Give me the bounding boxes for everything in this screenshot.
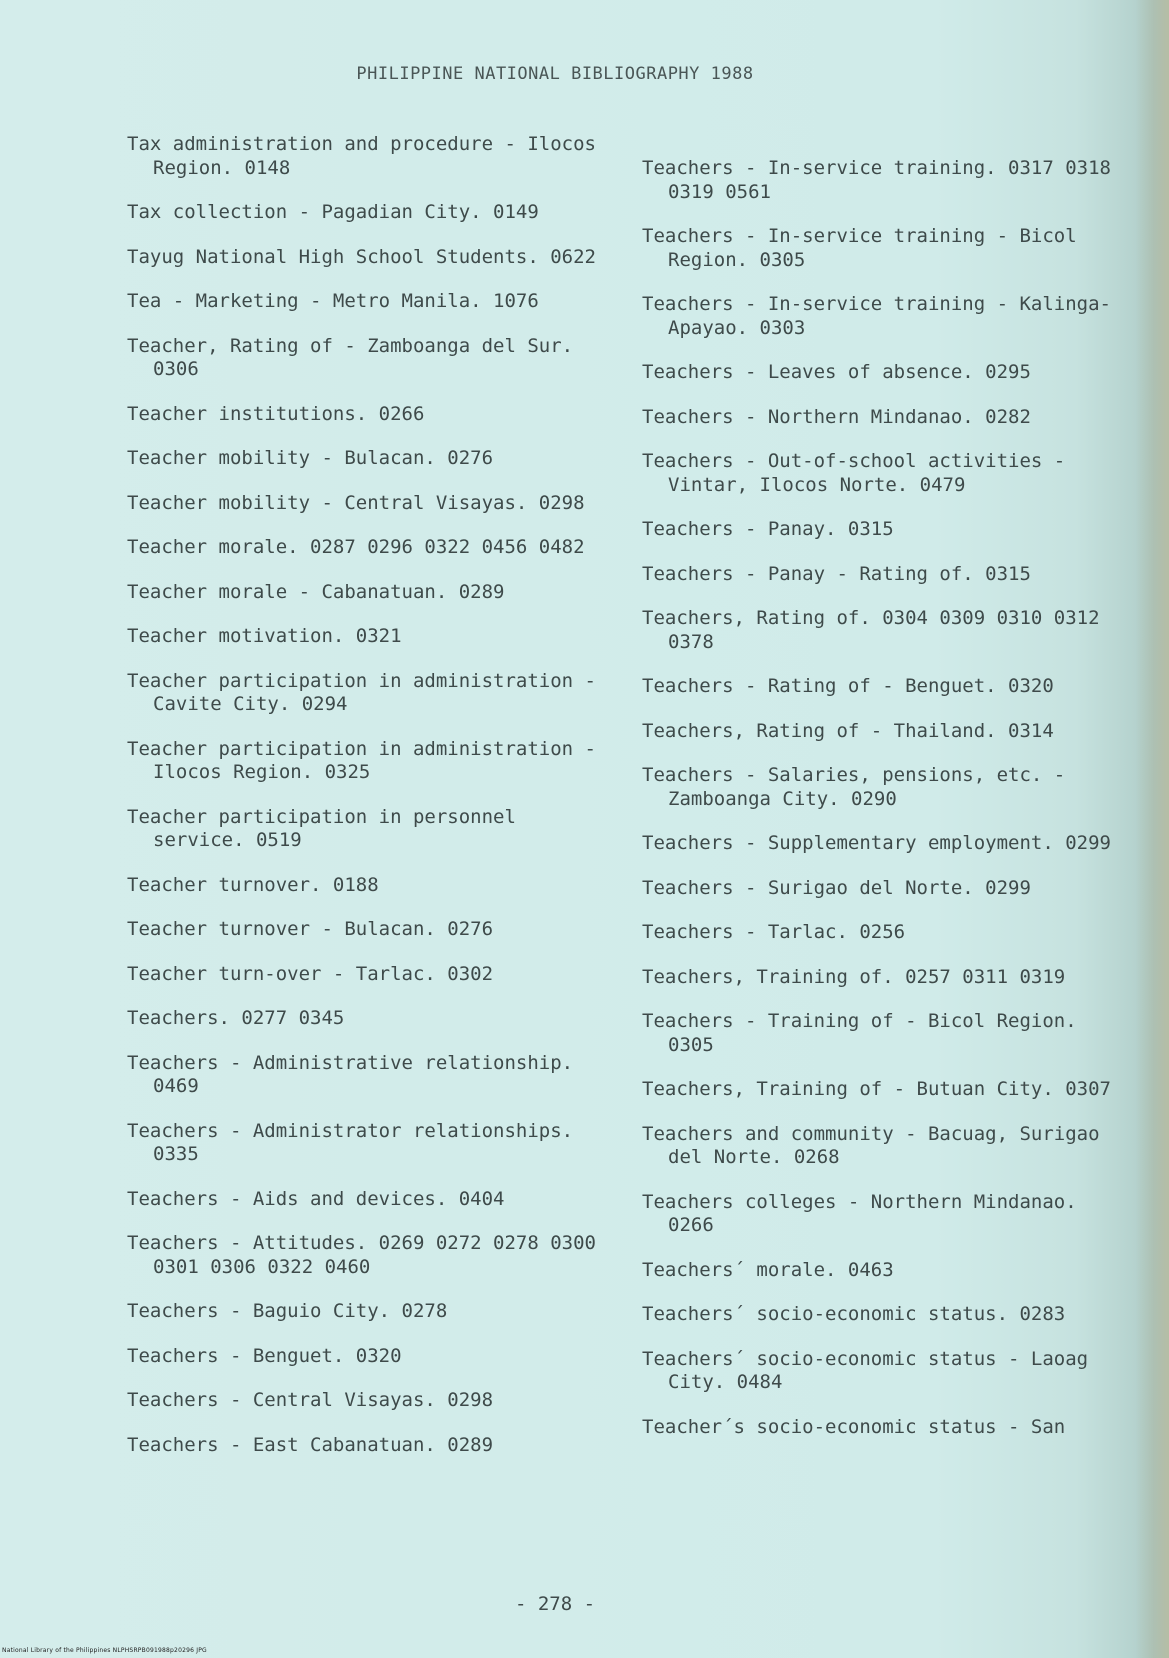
right-column — [642, 157, 1112, 1460]
index-entry: Teacher participation in administration - Ilocos Region. 0325 — [127, 737, 596, 783]
index-entry: Teachers - Administrator relationships. 0335 — [127, 1119, 574, 1165]
index-entry: Teachers - Panay. 0315 — [642, 518, 894, 540]
index-entry: Teachers - In-service training - Bicol Region. 0305 — [642, 225, 1077, 271]
index-entry: Teachers and community - Bacuag, Surigao del Norte. 0268 — [642, 1122, 1100, 1168]
index-entry: Teachers - Out-of-school activities - Vintar, Ilocos Norte. 0479 — [642, 450, 1066, 496]
index-entry: Teachers. 0277 0345 — [127, 1007, 345, 1029]
index-entry: Teachers´ socio-economic status - Laoag City. 0484 — [642, 1347, 1089, 1393]
index-entry: Teachers - Baguio City. 0278 — [127, 1300, 448, 1322]
index-entry: Teacher morale - Cabanatuan. 0289 — [127, 580, 505, 603]
index-entry: Teachers - Attitudes. 0269 0272 0278 0300 0301 0306 0322 0460 — [127, 1232, 596, 1278]
index-entry: Teacher, Rating of - Zamboanga del Sur. 0306 — [127, 334, 574, 380]
index-entry: Tax collection - Pagadian City. 0149 — [127, 201, 539, 223]
left-column — [127, 133, 597, 1478]
index-entry: Teacher motivation. 0321 — [127, 625, 402, 647]
index-entry: Teachers, Rating of - Thailand. 0314 — [642, 719, 1054, 742]
index-entry: Teachers - Rating of - Benguet. 0320 — [642, 675, 1054, 697]
index-entry: Teacher participation in personnel service. 0519 — [127, 805, 516, 851]
index-entry: Tax administration and procedure - Ilocos Region. 0148 — [127, 133, 596, 179]
index-entry: Teachers´ socio-economic status. 0283 — [642, 1303, 1066, 1325]
index-entry: Teacher turnover. 0188 — [127, 873, 379, 896]
index-entry: Teachers - Training of - Bicol Region. 0305 — [642, 1010, 1077, 1056]
page-edge-shadow — [1135, 0, 1169, 1658]
index-entry: Teachers, Training of. 0257 0311 0319 — [642, 965, 1066, 988]
index-entry: Teachers - Leaves of absence. 0295 — [642, 361, 1031, 383]
index-entry: Teachers - Tarlac. 0256 — [642, 921, 906, 943]
index-entry: Teacher institutions. 0266 — [127, 402, 425, 425]
index-entry: Teachers colleges - Northern Mindanao. 0266 — [642, 1190, 1077, 1236]
index-entry: Teachers´ morale. 0463 — [642, 1258, 894, 1281]
index-entry: Teachers - Salaries, pensions, etc. - Zamboanga City. 0290 — [642, 764, 1066, 810]
index-entry: Teachers - In-service training. 0317 0318 0319 0561 — [642, 157, 1111, 203]
index-entry: Teachers - In-service training - Kalinga-Apayao. 0303 — [642, 293, 1111, 339]
index-entry: Teacher mobility - Central Visayas. 0298 — [127, 491, 585, 514]
index-entry: Teacher mobility - Bulacan. 0276 — [127, 447, 494, 469]
index-entry: Teachers - Benguet. 0320 — [127, 1344, 402, 1367]
index-entry: Teachers - Administrative relationship. 0469 — [127, 1051, 574, 1097]
index-entry: Tayug National High School Students. 0622 — [127, 245, 596, 268]
page-title: PHILIPPINE NATIONAL BIBLIOGRAPHY 1988 — [356, 64, 754, 84]
index-entry: Teachers, Rating of. 0304 0309 0310 0312 0378 — [642, 607, 1100, 653]
scan-caption: National Library of the Philippines NLPHSRPB091988p20296 JPG — [2, 1647, 207, 1654]
index-entry: Teachers - Northern Mindanao. 0282 — [642, 405, 1031, 428]
index-entry: Tea - Marketing - Metro Manila. 1076 — [127, 290, 539, 312]
index-entry: Teachers - Aids and devices. 0404 — [127, 1187, 505, 1210]
index-entry: Teachers, Training of - Butuan City. 0307 — [642, 1078, 1111, 1100]
index-entry: Teacher turn-over - Tarlac. 0302 — [127, 962, 494, 985]
index-entry: Teachers - Surigao del Norte. 0299 — [642, 876, 1031, 899]
index-entry: Teacher morale. 0287 0296 0322 0456 0482 — [127, 536, 585, 558]
index-entry: Teacher participation in administration - Cavite City. 0294 — [127, 669, 596, 715]
page-number: - 278 - — [514, 1593, 596, 1615]
index-entry: Teachers - Panay - Rating of. 0315 — [642, 562, 1031, 585]
index-entry: Teachers - Central Visayas. 0298 — [127, 1389, 494, 1411]
index-entry: Teachers - Supplementary employment. 0299 — [642, 832, 1111, 854]
index-entry: Teacher´s socio-economic status - San — [642, 1415, 1066, 1438]
index-entry: Teacher turnover - Bulacan. 0276 — [127, 918, 494, 940]
index-entry: Teachers - East Cabanatuan. 0289 — [127, 1433, 494, 1456]
